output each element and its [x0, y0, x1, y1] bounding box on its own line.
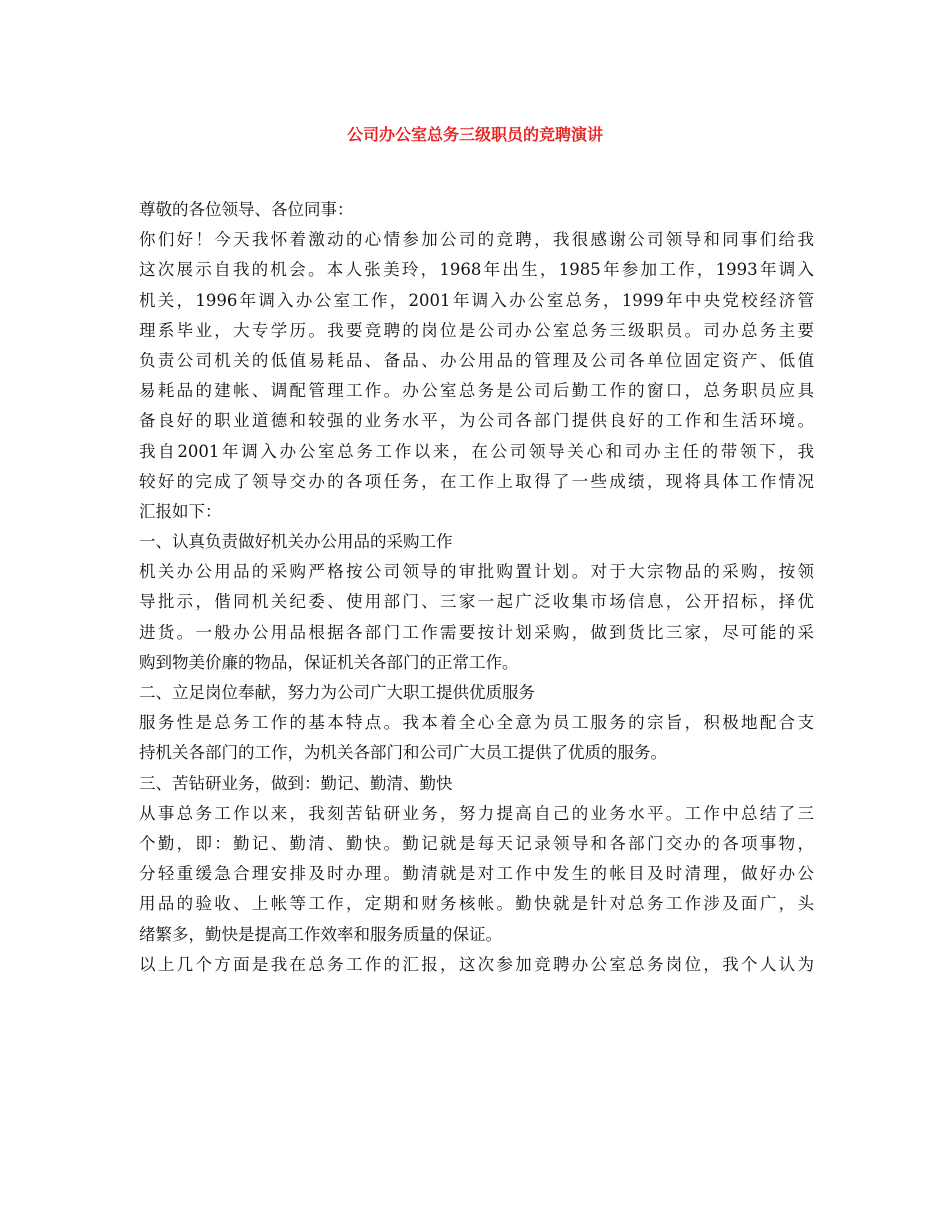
document-title: 公司办公室总务三级职员的竞聘演讲 — [346, 125, 603, 144]
text-line: 用品的验收、上帐等工作，定期和财务核帐。勤快就是针对总务工作涉及面广，头 — [139, 894, 814, 914]
text-line: 易耗品的建帐、调配管理工作。办公室总务是公司后勤工作的窗口，总务职员应具 — [139, 381, 814, 401]
text-line: 服务性是总务工作的基本特点。我本着全心全意为员工服务的宗旨，积极地配合支 — [139, 713, 814, 733]
text-line: 分轻重缓急合理安排及时办理。勤清就是对工作中发生的帐目及时清理，做好办公 — [139, 864, 814, 884]
document-body — [139, 195, 814, 980]
text-line: 这次展示自我的机会。本人张美玲，1968年出生，1985年参加工作，1993年调入 — [139, 260, 814, 280]
text-line: 进货。一般办公用品根据各部门工作需要按计划采购，做到货比三家，尽可能的采 — [139, 622, 814, 642]
text-line: 二、立足岗位奉献，努力为公司广大职工提供优质服务 — [139, 683, 535, 702]
text-line: 汇报如下： — [139, 501, 222, 521]
text-line: 个勤，即：勤记、勤清、勤快。勤记就是每天记录领导和各部门交办的各项事物， — [139, 833, 814, 853]
text-line: 你们好！今天我怀着激动的心情参加公司的竞聘，我很感谢公司领导和同事们给我 — [139, 230, 814, 250]
text-line: 较好的完成了领导交办的各项任务，在工作上取得了一些成绩，现将具体工作情况 — [139, 471, 814, 491]
text-line: 导批示，偕同机关纪委、使用部门、三家一起广泛收集市场信息，公开招标，择优 — [139, 592, 814, 612]
text-line: 一、认真负责做好机关办公用品的采购工作 — [139, 532, 453, 552]
text-line: 理系毕业，大专学历。我要竞聘的岗位是公司办公室总务三级职员。司办总务主要 — [139, 320, 814, 340]
text-line: 以上几个方面是我在总务工作的汇报，这次参加竞聘办公室总务岗位，我个人认为 — [139, 954, 814, 974]
text-line: 我自2001年调入办公室总务工作以来，在公司领导关心和司办主任的带领下，我 — [139, 441, 814, 461]
text-line: 机关，1996年调入办公室工作，2001年调入办公室总务，1999年中央党校经济管 — [139, 290, 814, 310]
text-line: 从事总务工作以来，我刻苦钻研业务，努力提高自己的业务水平。工作中总结了三 — [139, 803, 814, 823]
text-line: 尊敬的各位领导、各位同事： — [139, 200, 354, 219]
text-line: 负责公司机关的低值易耗品、备品、办公用品的管理及公司各单位固定资产、低值 — [139, 350, 814, 370]
text-line: 机关办公用品的采购严格按公司领导的审批购置计划。对于大宗物品的采购，按领 — [139, 562, 814, 582]
text-line: 购到物美价廉的物品，保证机关各部门的正常工作。 — [139, 652, 519, 672]
text-line: 绪繁多，勤快是提高工作效率和服务质量的保证。 — [139, 924, 502, 944]
text-line: 持机关各部门的工作，为机关各部门和公司广大员工提供了优质的服务。 — [139, 743, 667, 763]
text-line: 三、苦钻研业务，做到：勤记、勤清、勤快 — [139, 773, 453, 793]
text-line: 备良好的职业道德和较强的业务水平，为公司各部门提供良好的工作和生活环境。 — [139, 411, 814, 431]
